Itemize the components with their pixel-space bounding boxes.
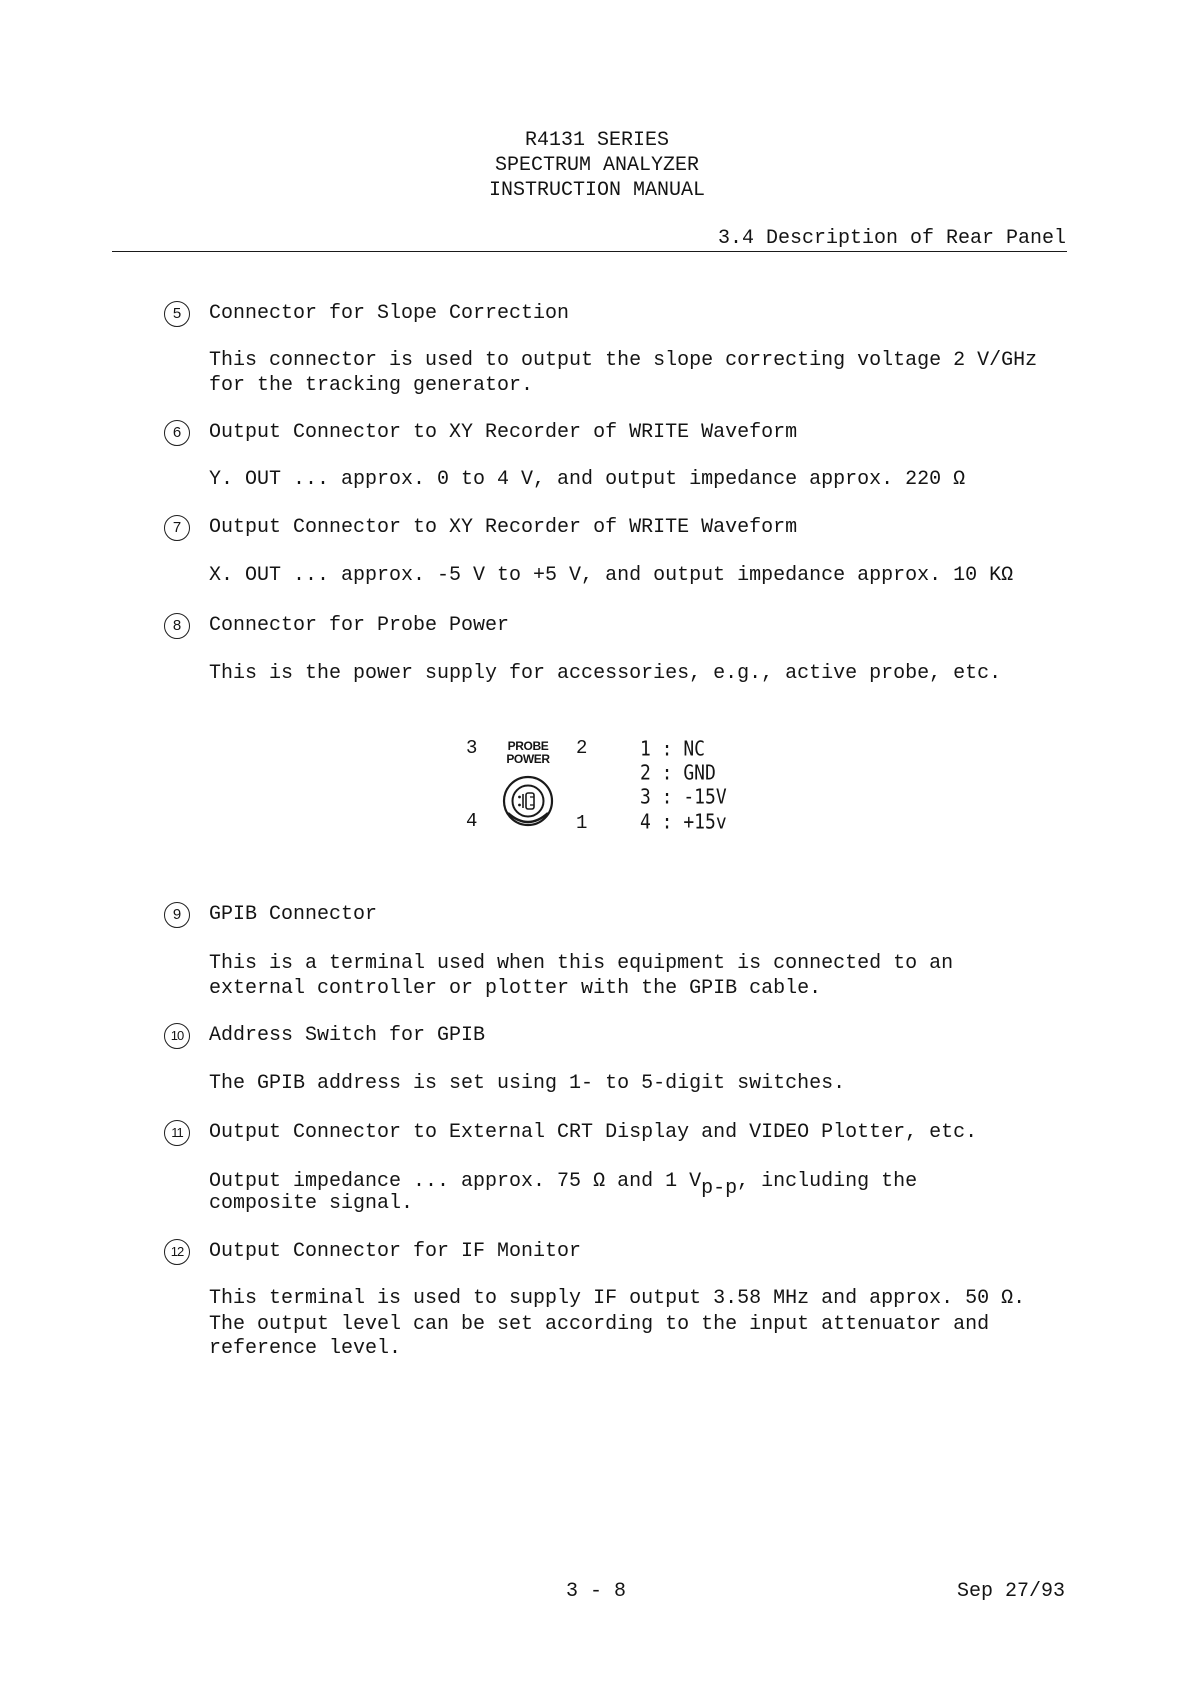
item-description-line: This is a terminal used when this equipment is connected to an — [209, 952, 954, 975]
item-title: GPIB Connector — [209, 903, 378, 926]
probe-label: PROBE — [507, 739, 549, 753]
manual-type-title: INSTRUCTION MANUAL — [488, 179, 706, 202]
item-number-badge: 11 — [164, 1120, 190, 1146]
pin-label: 3 — [466, 737, 478, 759]
item-description-line: Y. OUT ... approx. 0 to 4 V, and output impedance approx. 220 Ω — [209, 468, 966, 491]
item-number-badge: 12 — [164, 1239, 190, 1265]
pin-assignment: 4 : +15v — [640, 810, 727, 835]
description-text: Output impedance ... approx. 75 Ω and 1 V — [209, 1170, 702, 1193]
item-title: Output Connector to XY Recorder of WRITE Waveform — [209, 421, 798, 444]
item-number-badge: 10 — [164, 1023, 190, 1049]
item-title: Connector for Slope Correction — [209, 302, 570, 325]
item-number-badge: 9 — [164, 902, 190, 928]
item-description-line: composite signal. — [209, 1192, 414, 1215]
item-description-line: The GPIB address is set using 1- to 5-digit switches. — [209, 1072, 846, 1095]
item-description-line: This terminal is used to supply IF output 3.58 MHz and approx. 50 Ω. — [209, 1287, 1026, 1310]
subscript-text: p-p — [701, 1177, 738, 1200]
item-number-badge: 6 — [164, 420, 190, 446]
section-title: 3.4 Description of Rear Panel — [718, 227, 1067, 250]
item-description-line: for the tracking generator. — [209, 374, 534, 397]
item-title: Output Connector to External CRT Display and VIDEO Plotter, etc. — [209, 1121, 978, 1144]
item-description-line: This is the power supply for accessories, e.g., active probe, etc. — [209, 662, 1002, 685]
power-label: POWER — [506, 752, 550, 766]
manual-product-title: SPECTRUM ANALYZER — [494, 154, 700, 177]
item-title: Output Connector for IF Monitor — [209, 1240, 582, 1263]
page-number: 3 - 8 — [566, 1580, 627, 1603]
item-number-badge: 7 — [164, 515, 190, 541]
item-title: Connector for Probe Power — [209, 614, 510, 637]
pin-label: 4 — [466, 810, 478, 832]
pin-assignment: 3 : -15V — [640, 785, 727, 810]
item-description-line: The output level can be set according to the input attenuator and — [209, 1313, 990, 1336]
circular-connector-icon — [500, 773, 556, 831]
item-title: Output Connector to XY Recorder of WRITE Waveform — [209, 516, 798, 539]
manual-series-title: R4131 SERIES — [524, 129, 670, 152]
pin-assignment: 1 : NC — [640, 737, 706, 762]
item-description-line: X. OUT ... approx. -5 V to +5 V, and output impedance approx. 10 KΩ — [209, 564, 1014, 587]
item-description-line — [209, 1170, 918, 1200]
item-number-badge: 5 — [164, 301, 190, 327]
item-number-badge: 8 — [164, 613, 190, 639]
item-description-line: This connector is used to output the slope correcting voltage 2 V/GHz — [209, 349, 1038, 372]
pin-assignment: 2 : GND — [640, 761, 716, 786]
pin-label: 1 — [576, 812, 588, 834]
pin-label: 2 — [576, 737, 588, 759]
revision-date: Sep 27/93 — [957, 1580, 1066, 1603]
item-description-line: external controller or plotter with the GPIB cable. — [209, 977, 822, 1000]
item-description-line: reference level. — [209, 1337, 402, 1360]
item-title: Address Switch for GPIB — [209, 1024, 486, 1047]
description-text: , including the — [737, 1170, 918, 1193]
header-rule — [112, 251, 1067, 252]
